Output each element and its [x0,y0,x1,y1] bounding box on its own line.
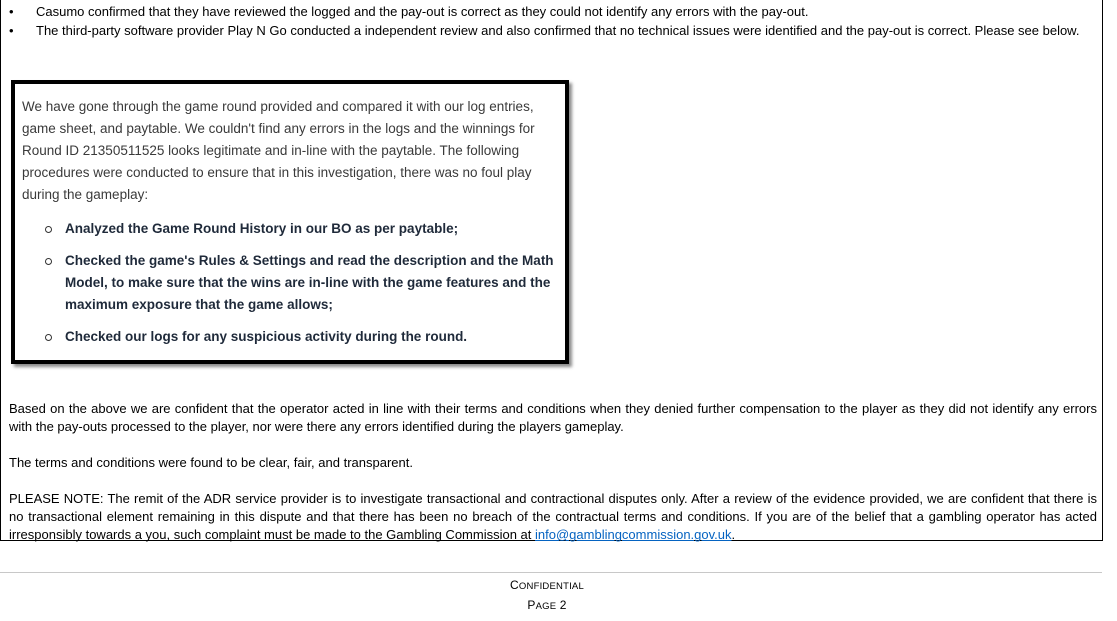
conclusion-paragraph: Based on the above we are confident that the operator acted in line with their terms and conditions when they denied further compensation to the player as they did not identify any errors with the pay-outs processed to the player, nor were there any errors identified during the players gameplay. [9,401,1097,434]
note-end: . [731,527,736,542]
quote-item-text: Checked the game's Rules & Settings and read the description and the Math Model, to make sure that the wins are in-line with the game features and the maximum exposure that the game allows; [65,253,554,312]
bullet-item [0,21,1101,40]
quote-procedures-list [45,218,555,358]
quoted-screenshot-box [11,80,569,364]
quote-list-item [45,218,555,240]
quote-list-item [45,250,555,316]
circle-bullet-icon [45,334,52,341]
terms-paragraph: The terms and conditions were found to be clear, fair, and transparent. [9,455,413,470]
circle-bullet-icon [45,258,52,265]
footer-confidential: CONFIDENTIAL [510,578,584,592]
quote-item-text: Analyzed the Game Round History in our BO as per paytable; [65,221,459,236]
note-text: PLEASE NOTE: The remit of the ADR service provider is to investigate transactional and contractional disputes only. After a review of the evidence provided, we are confident that there is no transactional element remaining in this dispute and that there has been no breach of the contractual terms and conditions. If you are of the belief that a gambling operator has acted irresponsibly towards a you, such complaint must be made to the Gambling Commission at [9,491,1097,542]
footer-page-number: PAGE 2 [527,598,567,612]
circle-bullet-icon [45,226,52,233]
bullet-item [0,2,1101,21]
quote-item-text: Checked our logs for any suspicious activity during the round. [65,329,468,344]
bullet-text: Casumo confirmed that they have reviewed the logged and the pay-out is correct as they could not identify any errors with the pay-out. [36,4,809,19]
bullet-icon: • [9,23,14,38]
bullet-icon: • [9,4,14,19]
quote-list-item [45,326,555,348]
quote-intro: We have gone through the game round provided and compared it with our log entries, game sheet, and paytable. We couldn't find any errors in the logs and the winnings for Round ID 21350511525 looks legitimate and in-line with the paytable. The following procedures were conducted to ensure that in this investigation, there was no foul play during the gameplay: [22,99,535,202]
gambling-commission-email-link[interactable]: info@gamblingcommission.gov.uk [535,527,732,542]
footer-divider [0,572,1102,573]
bullet-list [0,2,1101,40]
bullet-text: The third-party software provider Play N Go conducted a independent review and also confirmed that no technical issues were identified and the pay-out is correct. Please see below. [36,23,1080,38]
note-paragraph [9,490,1097,544]
